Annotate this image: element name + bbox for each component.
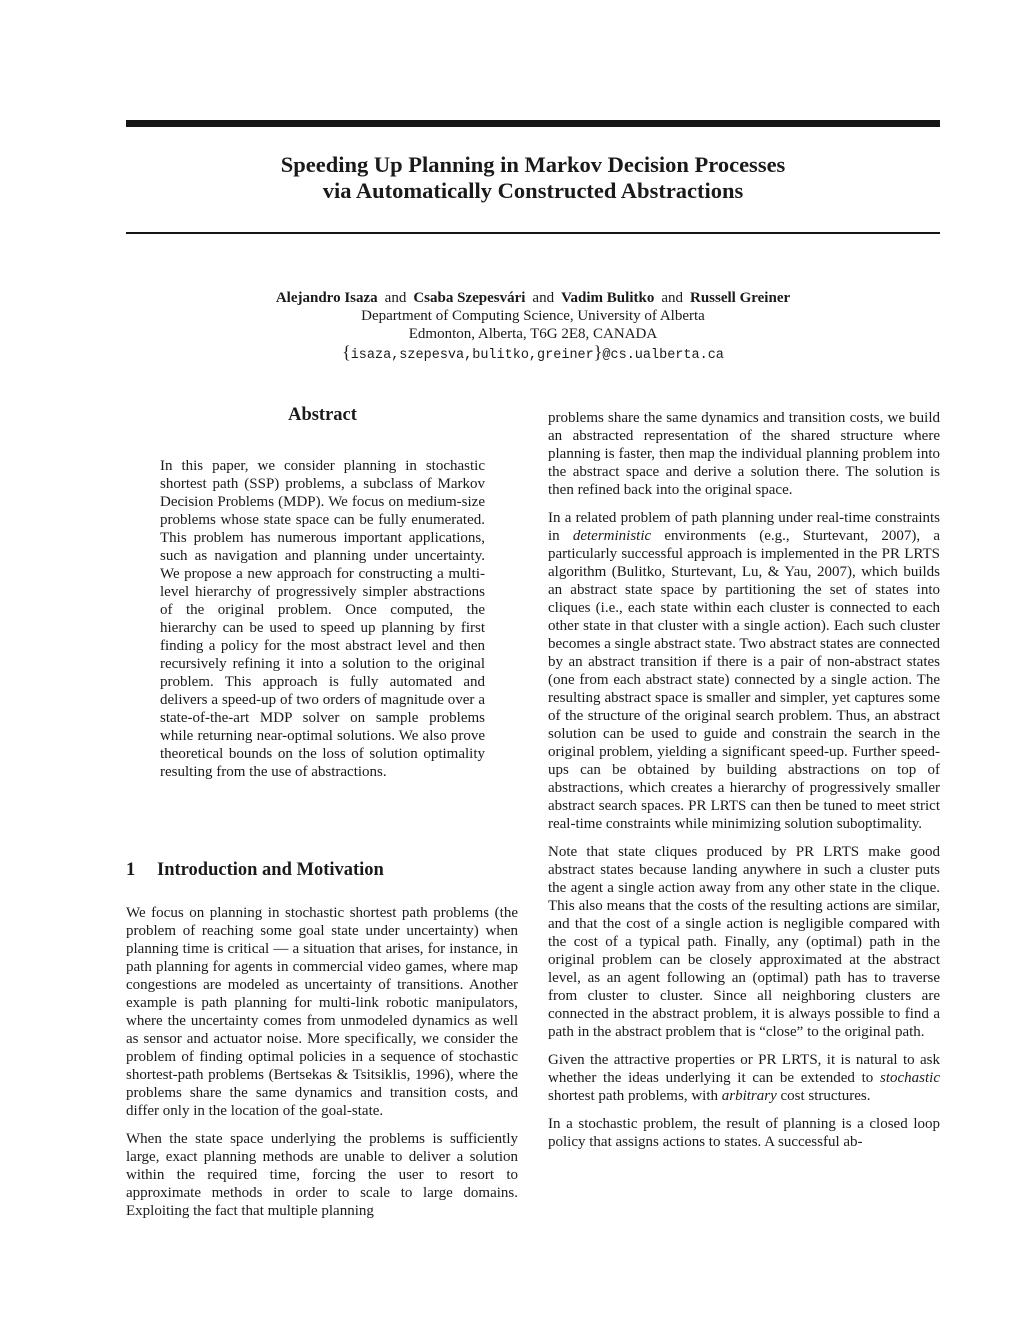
top-rule xyxy=(126,120,940,127)
author-name: Vadim Bulitko xyxy=(561,290,655,306)
text-run: In a related problem of path planning under real-time constraints in xyxy=(548,510,940,544)
abstract-text: In this paper, we consider planning in stochastic shortest path (SSP) problems, a subclass of Markov Decision Problems (MDP). We focus on medium-size problems whose state space can be fully enumerated. This problem has numerous important applications, such as navigation and planning under uncertainty. We propose a new approach for constructing a multi-level hierarchy of progressively simpler abstractions of the original problem. Once computed, the hierarchy can be used to speed up planning by first finding a policy for the most abstract level and then recursively refining it into a solution to the original problem. This approach is fully automated and delivers a speed-up of two orders of magnitude over a state-of-the-art MDP solver on sample problems while returning near-optimal solutions. We also prove theoretical bounds on the loss of solution optimality resulting from the use of abstractions. xyxy=(160,458,485,780)
affiliation-department: Department of Computing Science, University of Alberta xyxy=(361,308,705,324)
title-line-2: via Automatically Constructed Abstractions xyxy=(322,178,744,203)
email-users: isaza,szepesva,bulitko,greiner xyxy=(350,348,594,363)
author-name: Csaba Szepesvári xyxy=(413,290,526,306)
abstract-heading: Abstract xyxy=(288,405,357,425)
paper-title xyxy=(126,152,940,204)
text-run: shortest path problems, with xyxy=(548,1088,722,1104)
right-column xyxy=(548,409,940,1161)
section-heading xyxy=(126,860,384,881)
text-run: Given the attractive properties or PR LRTS, it is natural to ask whether the ideas underlying it can be extended to xyxy=(548,1052,940,1086)
text-run: environments (e.g., Sturtevant, 2007), a particularly successful approach is implemented in the PR LRTS algorithm (Bulitko, Sturtevant, Lu, & Yau, 2007), which builds an abstract state space by partitioning the set of states into cliques (i.e., each state within each cluster is connected to each other state in that cluster with a single action). Each such cluster becomes a single abstract state. Two abstract states are connected by an abstract transition if there is a pair of non-abstract states (one from each abstract state) connected by a single action. The resulting abstract space is smaller and simpler, yet captures some of the structure of the original search problem. Thus, an abstract solution can be used to guide and constrain the search in the original problem, yielding a significant speed-up. Further speed-ups can be obtained by building abstractions on top of abstractions, which creates a hierarchy of progressively smaller abstract search spaces. PR LRTS can then be tuned to meet strict real-time constraints while minimizing solution suboptimality. xyxy=(548,528,940,832)
section-title: Introduction and Motivation xyxy=(157,860,384,880)
intro-paragraph-1: We focus on planning in stochastic shortest path problems (the problem of reaching some goal state under uncertainty) when planning time is critical — a situation that arises, for instance, in path planning for agents in commercial video games, where map congestions are modeled as uncertainty of transitions. Another example is path planning for multi-link robotic manipulators, where the uncertainty comes from unmodeled dynamics as well as sensor and actuator noise. More specifically, we consider the problem of finding optimal policies in a sequence of stochastic shortest-path problems (Bertsekas & Tsitsiklis, 1996), where the problems share the same dynamics and transition costs, and differ only in the location of the goal-state. xyxy=(126,905,518,1119)
intro-paragraph-4 xyxy=(548,509,940,833)
author-emails xyxy=(126,343,940,365)
email-domain: @cs.ualberta.ca xyxy=(602,348,724,363)
emphasis-stochastic: stochastic xyxy=(880,1070,940,1086)
affiliation-address: Edmonton, Alberta, T6G 2E8, CANADA xyxy=(408,326,658,342)
section-number: 1 xyxy=(126,860,136,880)
author-separator: and xyxy=(384,290,407,306)
title-line-1: Speeding Up Planning in Markov Decision Processes xyxy=(280,152,786,177)
intro-paragraph-3: problems share the same dynamics and transition costs, we build an abstracted representation of the shared structure where planning is faster, then map the individual planning problem into the abstract space and derive a solution there. The solution is then refined back into the original space. xyxy=(548,410,940,498)
email-brace-close: } xyxy=(593,342,603,362)
author-separator: and xyxy=(532,290,555,306)
title-rule xyxy=(126,232,940,234)
emphasis-deterministic: deterministic xyxy=(572,528,652,544)
author-name: Russell Greiner xyxy=(690,290,791,306)
text-run: cost structures. xyxy=(776,1088,871,1104)
intro-paragraph-2: When the state space underlying the problems is sufficiently large, exact planning methods are unable to deliver a solution within the required time, forcing the user to resort to approximate methods in order to scale to large domains. Exploiting the fact that multiple planning xyxy=(126,1131,518,1219)
email-brace-open: { xyxy=(342,342,351,362)
emphasis-arbitrary: arbitrary xyxy=(721,1088,777,1104)
left-column xyxy=(126,904,518,1230)
author-separator: and xyxy=(661,290,683,306)
intro-paragraph-7: In a stochastic problem, the result of planning is a closed loop policy that assigns actions to states. A successful ab- xyxy=(548,1116,940,1150)
author-list xyxy=(126,289,940,307)
author-name: Alejandro Isaza xyxy=(275,290,378,306)
intro-paragraph-5: Note that state cliques produced by PR LRTS make good abstract states because landing anywhere in such a cluster puts the agent a single action away from any other state in the clique. This also means that the costs of the resulting actions are similar, and that the cost of a single action is negligible compared with the cost of a typical path. Finally, any (optimal) path in the original problem can be closely approximated at the abstract level, as an agent following an (optimal) path has to traverse from cluster to cluster. Since all neighboring clusters are connected in the abstract problem, it is always possible to find a path in the abstract problem that is “close” to the original path. xyxy=(548,844,940,1040)
intro-paragraph-6 xyxy=(548,1051,940,1105)
